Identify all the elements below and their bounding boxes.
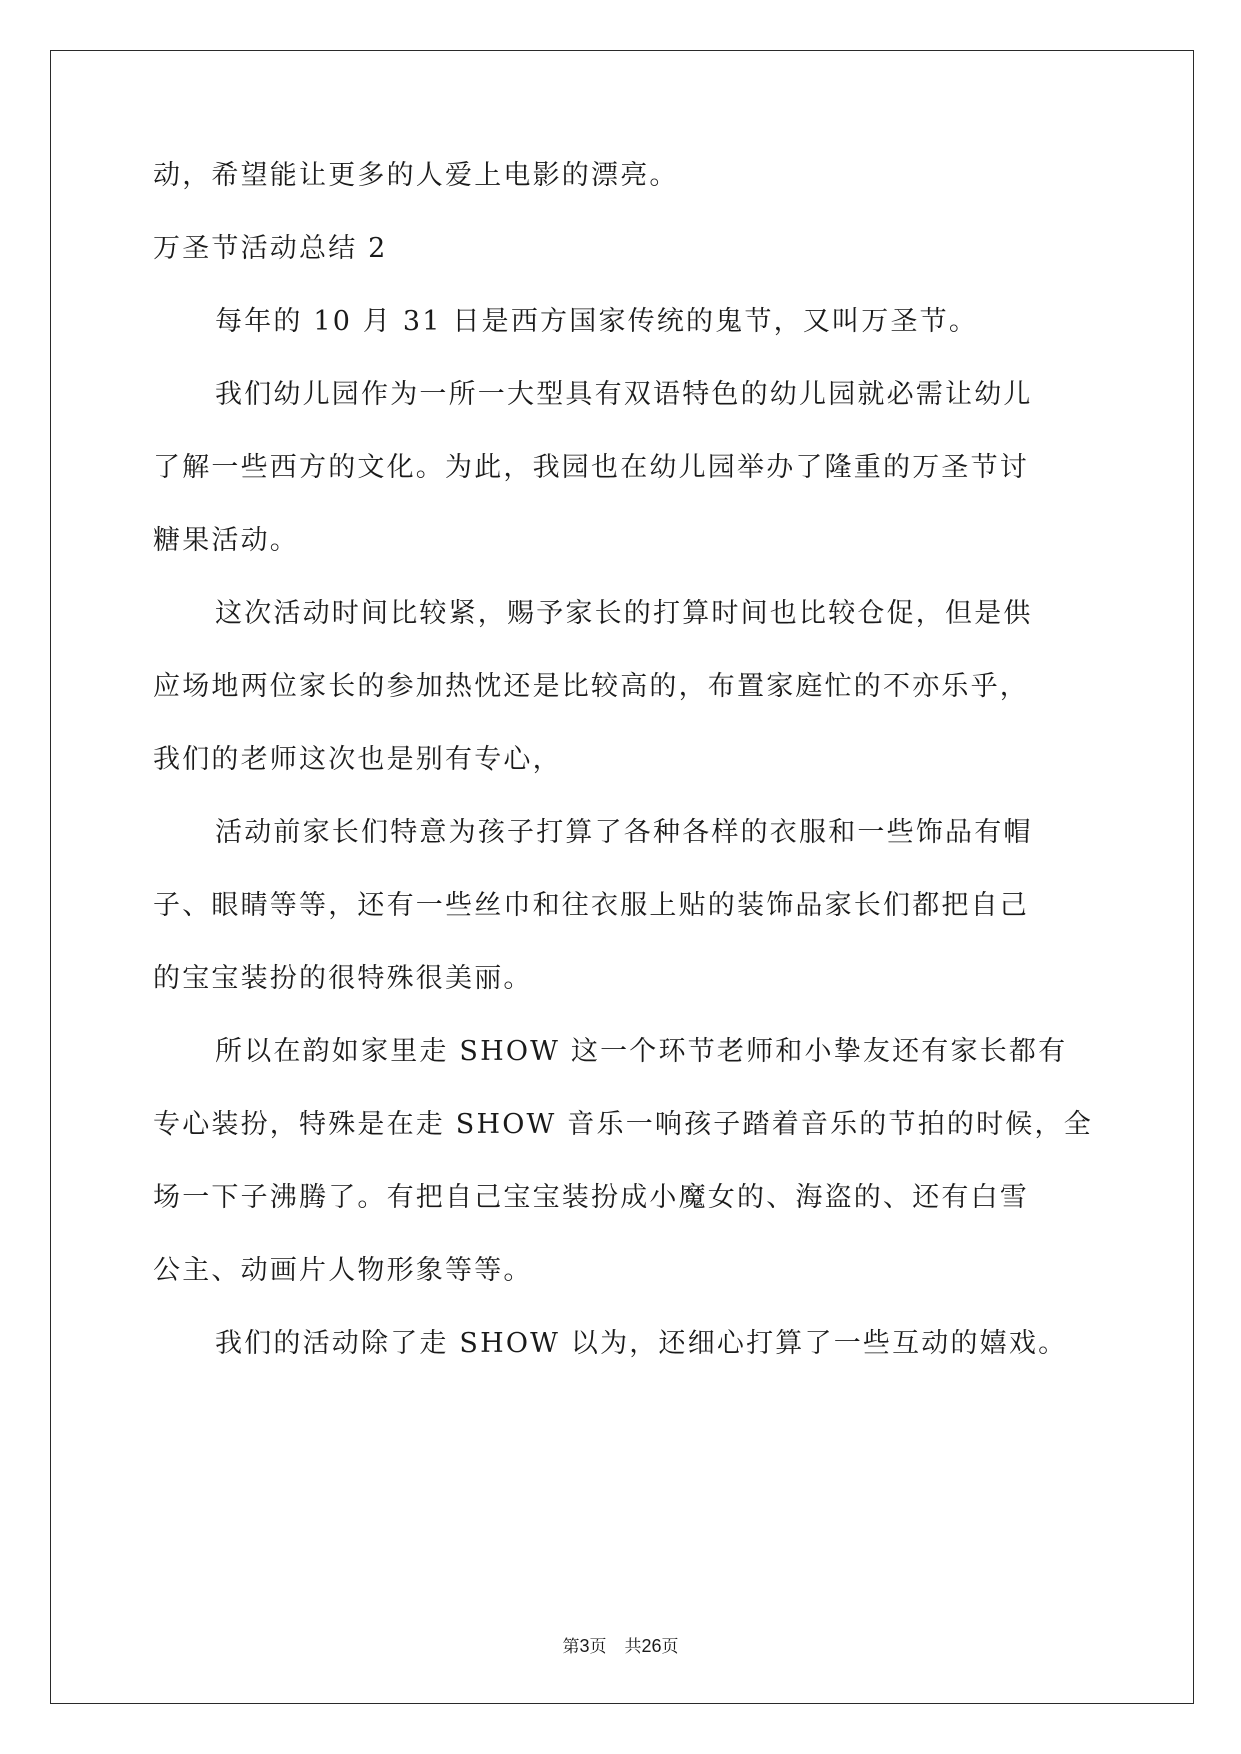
body-line: 动，希望能让更多的人爱上电影的漂亮。 bbox=[153, 160, 679, 191]
paragraph-line: 我们幼儿园作为一所一大型具有双语特色的幼儿园就必需让幼儿 bbox=[215, 379, 1033, 410]
paragraph-line: 所以在韵如家里走 SHOW 这一个环节老师和小挚友还有家长都有 bbox=[215, 1036, 1068, 1067]
body-line: 场一下子沸腾了。有把自己宝宝装扮成小魔女的、海盗的、还有白雪 bbox=[153, 1182, 1029, 1213]
total-prefix: 共 bbox=[624, 1637, 642, 1657]
paragraph-line: 这次活动时间比较紧，赐予家长的打算时间也比较仓促，但是供 bbox=[215, 598, 1033, 629]
page-suffix: 页 bbox=[589, 1637, 607, 1657]
body-line: 公主、动画片人物形象等等。 bbox=[153, 1255, 533, 1286]
body-line: 子、眼睛等等，还有一些丝巾和往衣服上贴的装饰品家长们都把自己 bbox=[153, 890, 1029, 921]
page-number: 3 bbox=[579, 1636, 590, 1656]
body-line: 的宝宝装扮的很特殊很美丽。 bbox=[153, 963, 533, 994]
body-line: 专心装扮，特殊是在走 SHOW 音乐一响孩子踏着音乐的节拍的时候，全 bbox=[153, 1109, 1093, 1140]
paragraph-line: 我们的活动除了走 SHOW 以为，还细心打算了一些互动的嬉戏。 bbox=[215, 1328, 1068, 1359]
paragraph-line: 每年的 10 月 31 日是西方国家传统的鬼节，又叫万圣节。 bbox=[215, 306, 979, 337]
page-border bbox=[50, 50, 1194, 1704]
body-line: 我们的老师这次也是别有专心， bbox=[153, 744, 562, 775]
body-line: 应场地两位家长的参加热忱还是比较高的，布置家庭忙的不亦乐乎， bbox=[153, 671, 1029, 702]
page-total: 26 bbox=[641, 1636, 662, 1656]
paragraph-line: 活动前家长们特意为孩子打算了各种各样的衣服和一些饰品有帽 bbox=[215, 817, 1033, 848]
body-line: 糖果活动。 bbox=[153, 525, 299, 556]
page-prefix: 第 bbox=[562, 1637, 580, 1657]
body-line: 了解一些西方的文化。为此，我园也在幼儿园举办了隆重的万圣节讨 bbox=[153, 452, 1029, 483]
total-suffix: 页 bbox=[661, 1637, 679, 1657]
section-heading: 万圣节活动总结 2 bbox=[153, 233, 388, 264]
page-footer bbox=[0, 1635, 1241, 1658]
